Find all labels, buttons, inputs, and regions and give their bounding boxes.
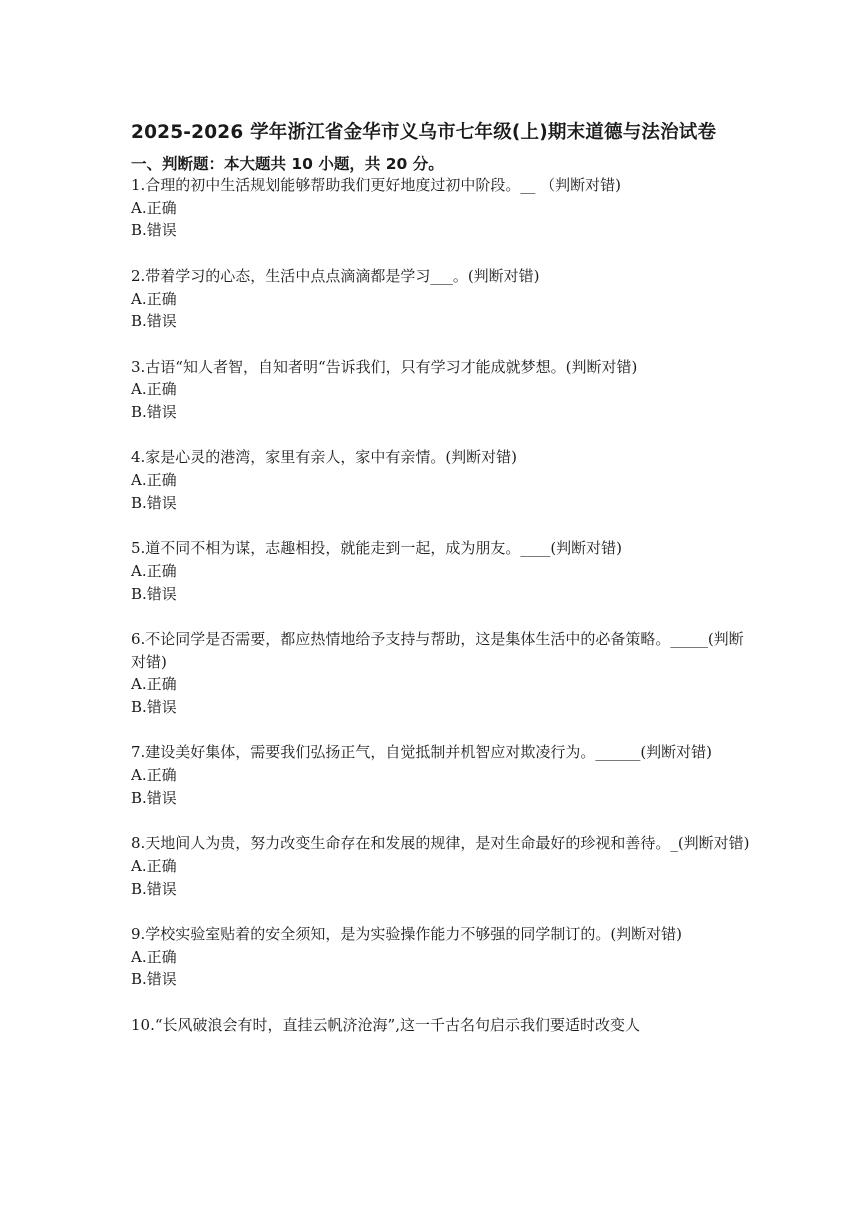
question-list: [131, 174, 751, 1059]
option-wrong: B.错误: [131, 584, 177, 603]
option-correct: A.正确: [131, 856, 177, 875]
question-item: [131, 174, 751, 242]
question-stem: 10.“长风破浪会有时，直挂云帆济沧海”,这一千古名句启示我们要适时改变人: [131, 1015, 640, 1034]
question-stem: 3.古语“知人者智，自知者明“告诉我们，只有学习才能成就梦想。(判断对错): [131, 357, 638, 376]
option-wrong: B.错误: [131, 970, 177, 989]
question-item: [131, 265, 751, 333]
question-item: [131, 628, 751, 719]
question-stem: 4.家是心灵的港湾，家里有亲人，家中有亲情。(判断对错): [131, 448, 518, 467]
question-stem: 2.带着学习的心态，生活中点点滴滴都是学习___。(判断对错): [131, 266, 540, 285]
question-stem: 7.建设美好集体，需要我们弘扬正气，自觉抵制并机智应对欺凌行为。______(判断对错): [131, 743, 713, 762]
option-wrong: B.错误: [131, 879, 177, 898]
option-wrong: B.错误: [131, 788, 177, 807]
question-item: [131, 356, 751, 424]
question-stem: 1.合理的初中生活规划能够帮助我们更好地度过初中阶段。__ （判断对错): [131, 176, 621, 194]
option-correct: A.正确: [131, 561, 177, 580]
option-wrong: B.错误: [131, 221, 177, 240]
option-correct: A.正确: [131, 947, 177, 966]
question-item: [131, 832, 751, 900]
option-correct: A.正确: [131, 198, 177, 217]
option-correct: A.正确: [131, 675, 177, 694]
option-correct: A.正确: [131, 766, 177, 785]
option-wrong: B.错误: [131, 698, 177, 717]
option-wrong: B.错误: [131, 312, 177, 331]
exam-title: 2025-2026 学年浙江省金华市义乌市七年级(上)期末道德与法治试卷: [131, 122, 717, 143]
question-item: [131, 446, 751, 514]
question-stem: 9.学校实验室贴着的安全须知，是为实验操作能力不够强的同学制订的。(判断对错): [131, 925, 683, 944]
section-heading: 一、判断题：本大题共 10 小题，共 20 分。: [131, 155, 444, 173]
question-item: [131, 741, 751, 809]
option-correct: A.正确: [131, 380, 177, 399]
question-stem: 8.天地间人为贵，努力改变生命存在和发展的规律，是对生命最好的珍视和善待。_(判断对错): [131, 834, 750, 853]
question-item: [131, 537, 751, 605]
question-item: [131, 923, 751, 991]
option-correct: A.正确: [131, 289, 177, 308]
question-stem: 5.道不同不相为谋，志趣相投，就能走到一起，成为朋友。____(判断对错): [131, 539, 623, 558]
question-item: [131, 1014, 751, 1037]
question-stem: 6.不论同学是否需要，都应热情地给予支持与帮助，这是集体生活中的必备策略。_____(判断对错): [131, 629, 744, 671]
option-wrong: B.错误: [131, 403, 177, 421]
option-wrong: B.错误: [131, 493, 177, 512]
option-correct: A.正确: [131, 471, 177, 490]
